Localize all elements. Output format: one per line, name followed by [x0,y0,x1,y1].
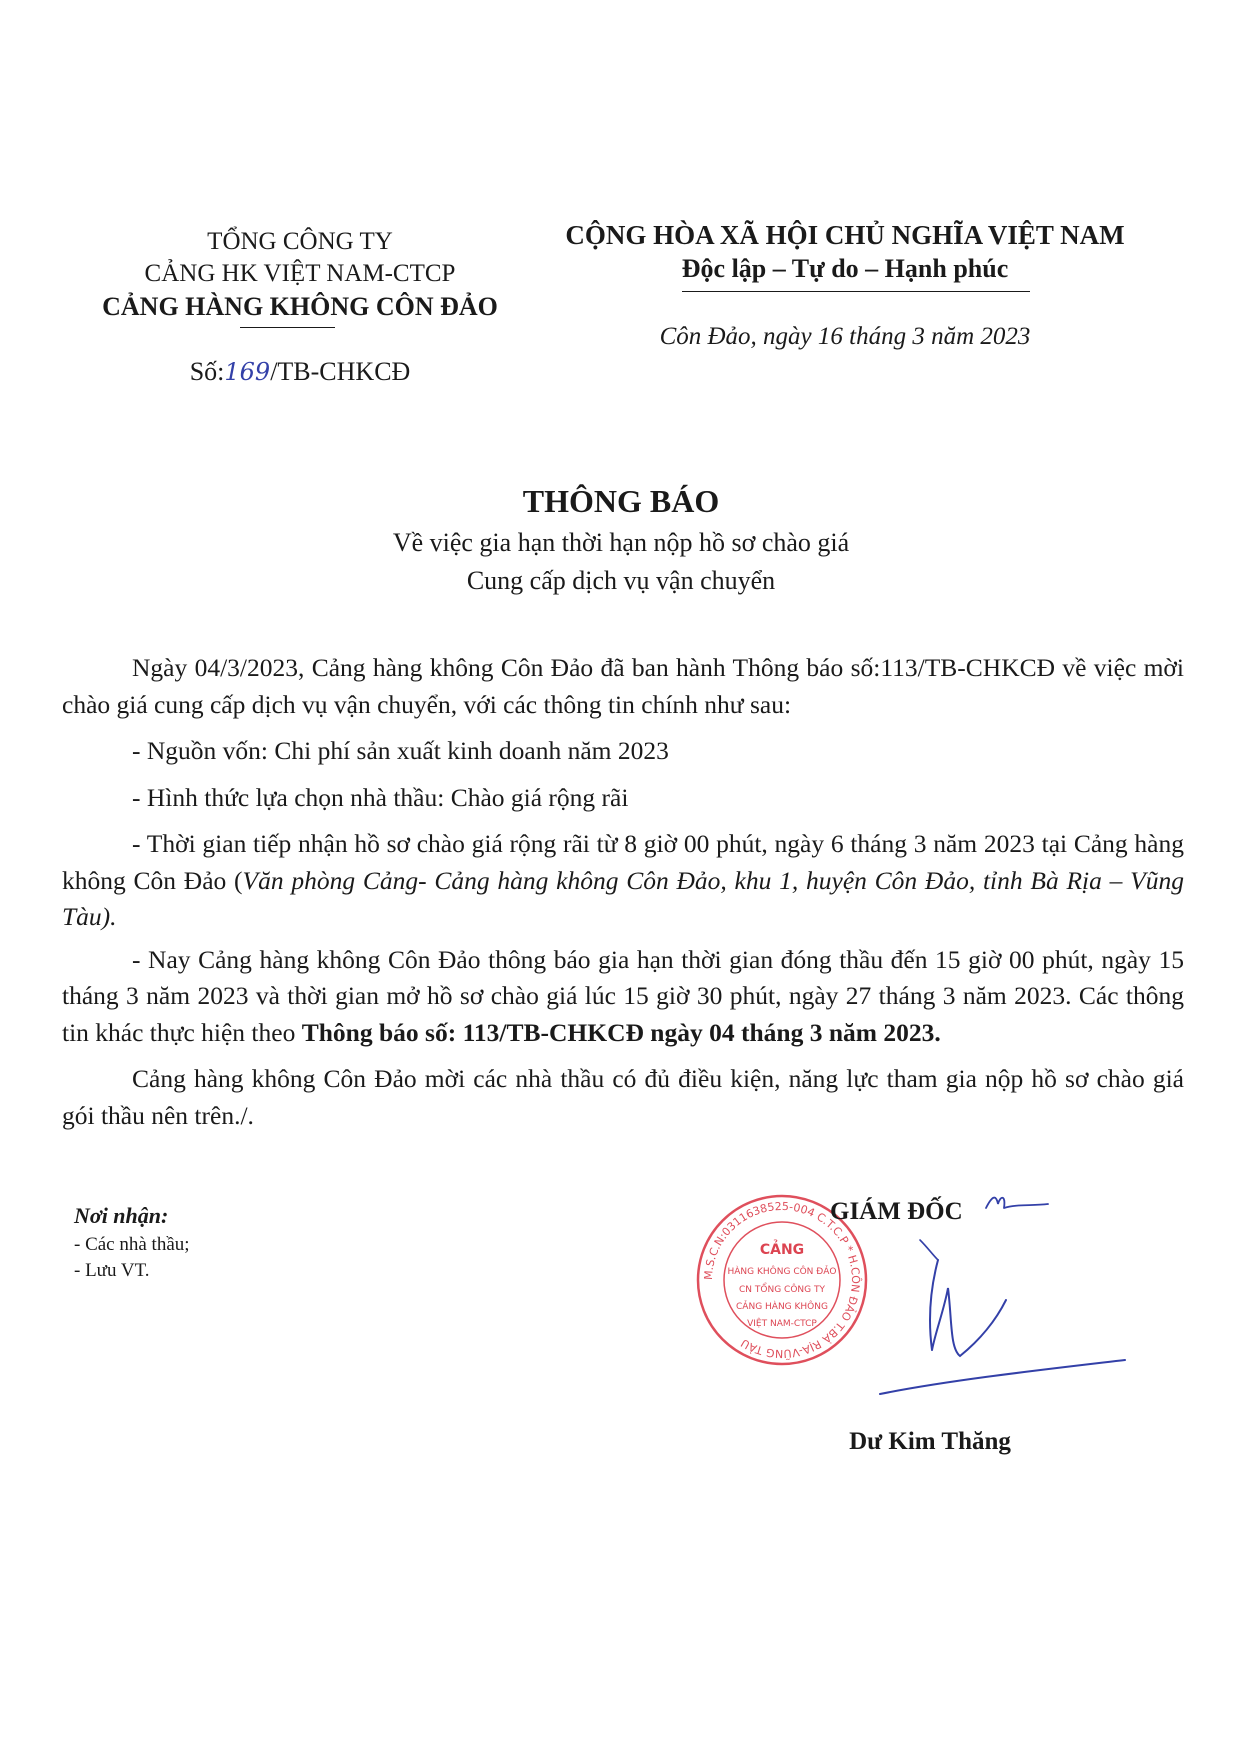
document-body [62,650,1184,1134]
body-item-extension [62,942,1184,1052]
document-number [60,355,540,389]
svg-text:HÀNG KHÔNG CÔN ĐẢO: HÀNG KHÔNG CÔN ĐẢO [727,1267,837,1277]
motto-underline [682,291,1030,292]
national-motto: Độc lập – Tự do – Hạnh phúc [681,254,1009,283]
receipt-location-text: Văn phòng Cảng- Cảng hàng không Côn Đảo, khu 1, huyện Côn Đảo, tỉnh Bà Rịa – Vũng Tàu). [62,865,1184,931]
svg-text:M.S.C.N:0311638525-004 C.T.C.P: M.S.C.N:0311638525-004 C.T.C.P * H.CÔN ĐẢO T.BÀ RỊA-VŨNG TÀU [701,1199,863,1361]
receipt-time-text: - Thời gian tiếp nhận hồ sơ chào giá rộng rãi từ 8 giờ 00 phút, ngày 6 tháng 3 năm 2023 tại Cảng hàng không Côn Đảo ( [62,829,1184,895]
body-item-selection-method: - Hình thức lựa chọn nhà thầu: Chào giá rộng rãi [132,782,629,812]
recipient-item: - Lưu VT. [74,1260,150,1281]
svg-text:CN TỔNG CÔNG TY: CN TỔNG CÔNG TY [739,1285,825,1295]
issuer-name: CẢNG HÀNG KHÔNG CÔN ĐẢO [102,292,498,321]
document-number-prefix: Số: [189,357,225,386]
extension-reference: Thông báo số: 113/TB-CHKCĐ ngày 04 tháng 3 năm 2023. [301,1017,941,1047]
handwritten-initial [982,1190,1052,1225]
issuer-underline [240,327,335,328]
signatory-position: GIÁM ĐỐC [830,1198,963,1225]
body-item-receipt-time [62,826,1184,936]
extension-text: - Nay Cảng hàng không Côn Đảo thông báo gia hạn thời gian đóng thầu đến 15 giờ 00 phút, ngày 15 tháng 3 năm 2023 và thời gian mở hồ sơ chào giá lúc 15 giờ 30 phút, ngày 27 tháng 3 năm 2023. Các thông tin khác thực hiện theo [62,944,1184,1047]
document-title: THÔNG BÁO [522,483,720,519]
document-number-suffix: /TB-CHKCĐ [270,357,411,386]
document-subtitle-line2: Cung cấp dịch vụ vận chuyển [466,566,776,595]
svg-text:VIỆT NAM-CTCP: VIỆT NAM-CTCP [747,1319,817,1329]
issuer-parent-org: TỔNG CÔNG TY [207,228,393,255]
document-subtitle-line1: Về việc gia hạn thời hạn nộp hồ sơ chào giá [392,528,850,557]
issuer-corporation: CẢNG HK VIỆT NAM-CTCP [144,260,456,287]
national-name: CỘNG HÒA XÃ HỘI CHỦ NGHĨA VIỆT NAM [565,220,1125,250]
body-item-funding: - Nguồn vốn: Chi phí sản xuất kinh doanh năm 2023 [132,736,669,765]
body-paragraph-intro: Ngày 04/3/2023, Cảng hàng không Côn Đảo đã ban hành Thông báo số:113/TB-CHKCĐ về việc mời chào giá cung cấp dịch vụ vận chuyển, với các thông tin chính như sau: [62,653,1184,719]
signatory-name: Dư Kim Thăng [849,1428,1011,1455]
place-date: Côn Đảo, ngày 16 tháng 3 năm 2023 [659,323,1031,350]
recipients-heading: Nơi nhận: [74,1203,169,1228]
recipient-item: - Các nhà thầu; [74,1234,190,1255]
svg-text:CẢNG: CẢNG [759,1242,805,1258]
svg-text:CẢNG HÀNG KHÔNG: CẢNG HÀNG KHÔNG [736,1302,828,1312]
document-number-handwritten: 169 [224,358,271,386]
body-paragraph-invitation: Cảng hàng không Côn Đảo mời các nhà thầu có đủ điều kiện, năng lực tham gia nộp hồ sơ chào giá gói thầu nên trên./. [62,1064,1184,1130]
